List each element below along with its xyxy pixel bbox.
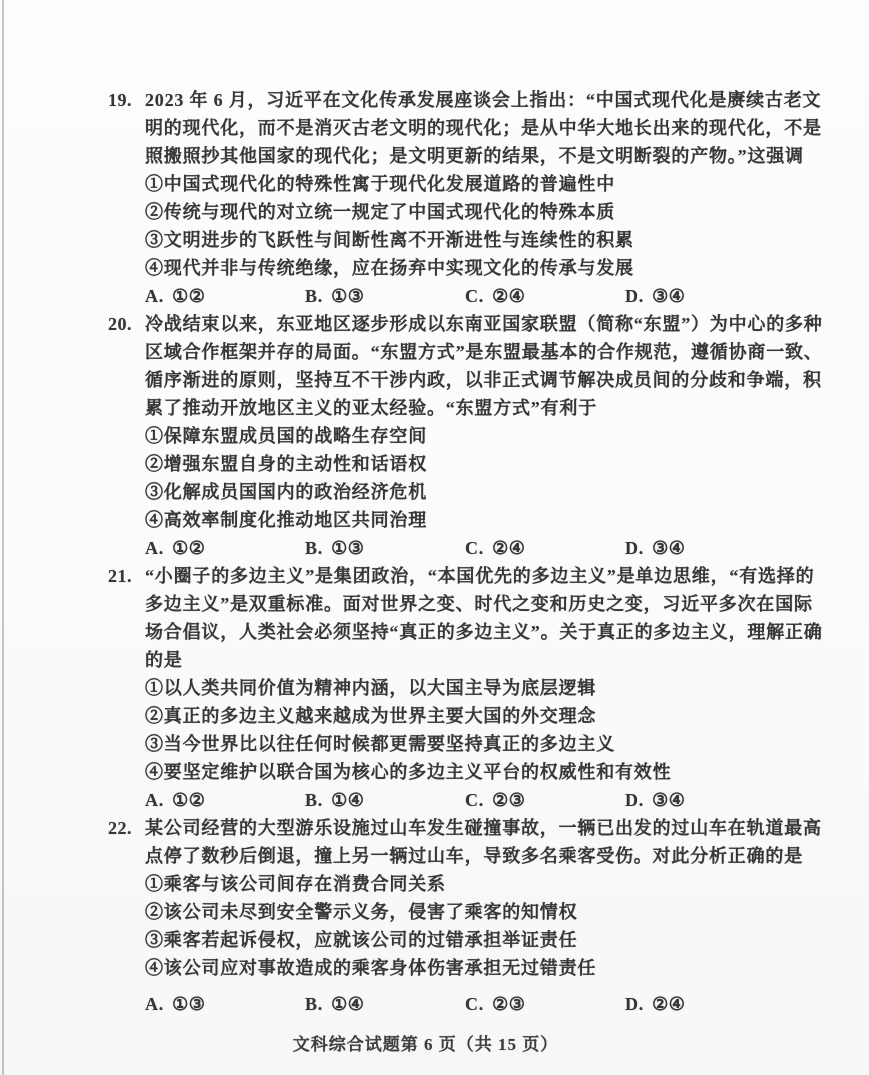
choice-item: ①中国式现代化的特殊性寓于现代化发展道路的普遍性中 xyxy=(145,174,615,194)
choice-item: ②真正的多边主义越来越成为世界主要大国的外交理念 xyxy=(145,706,597,726)
option-label: B. xyxy=(305,994,324,1014)
stem-line: 照搬照抄其他国家的现代化；是文明更新的结果，不是文明断裂的产物。”这强调 xyxy=(145,146,804,166)
stem-line: 多边主义”是双重标准。面对世界之变、时代之变和历史之变，习近平多次在国际 xyxy=(145,594,813,614)
option-value: ②④ xyxy=(492,286,526,306)
option-label: A. xyxy=(145,538,165,558)
choice-item: ②传统与现代的对立统一规定了中国式现代化的特殊本质 xyxy=(145,202,615,222)
stem-line: 点停了数秒后倒退，撞上另一辆过山车，导致多名乘客受伤。对此分析正确的是 xyxy=(145,846,803,866)
stem-line: 循序渐进的原则，坚持互不干涉内政，以非正式调节解决成员间的分歧和争端，积 xyxy=(145,370,822,390)
option-label: B. xyxy=(305,538,324,558)
option-value: ②④ xyxy=(652,994,686,1014)
option-value: ③④ xyxy=(652,538,686,558)
option-label: B. xyxy=(305,286,324,306)
choice-item: ②增强东盟自身的主动性和话语权 xyxy=(145,454,427,474)
choice-item: ①乘客与该公司间存在消费合同关系 xyxy=(145,874,446,894)
answer-options-row xyxy=(145,282,780,310)
option-c xyxy=(465,282,625,310)
choice-item: ③当今世界比以往任何时候都更需要坚持真正的多边主义 xyxy=(145,734,615,754)
option-a xyxy=(145,786,305,814)
option-label: C. xyxy=(465,790,485,810)
choice-item: ①保障东盟成员国的战略生存空间 xyxy=(145,426,427,446)
option-b xyxy=(305,282,465,310)
option-c xyxy=(465,786,625,814)
answer-options-row xyxy=(145,990,780,1018)
choice-item: ④现代并非与传统绝缘，应在扬弃中实现文化的传承与发展 xyxy=(145,258,634,278)
option-value: ①② xyxy=(172,286,206,306)
question-number: 20. xyxy=(108,314,132,334)
stem-line: “小圈子的多边主义”是集团政治，“本国优先的多边主义”是单边思维，“有选择的 xyxy=(145,566,815,586)
scan-edge-line xyxy=(2,0,4,1075)
choice-item: ③文明进步的飞跃性与间断性离不开渐进性与连续性的积累 xyxy=(145,230,634,250)
option-value: ②③ xyxy=(492,790,526,810)
option-a xyxy=(145,282,305,310)
question-22 xyxy=(108,814,822,1018)
option-c xyxy=(465,534,625,562)
option-b xyxy=(305,786,465,814)
question-21 xyxy=(108,562,823,814)
choice-item: ④该公司应对事故造成的乘客身体伤害承担无过错责任 xyxy=(145,958,597,978)
stem-line: 明的现代化，而不是消灭古老文明的现代化；是从中华大地长出来的现代化，不是 xyxy=(145,118,822,138)
stem-line: 2023 年 6 月，习近平在文化传承发展座谈会上指出：“中国式现代化是赓续古老文 xyxy=(145,90,822,110)
question-number: 21. xyxy=(108,566,132,586)
page-footer: 文科综合试题第 6 页（共 15 页） xyxy=(292,1035,559,1054)
option-value: ②④ xyxy=(492,538,526,558)
option-a xyxy=(145,990,305,1018)
exam-page-content xyxy=(108,86,823,1058)
option-label: D. xyxy=(625,286,645,306)
question-number: 22. xyxy=(108,818,132,838)
option-value: ②③ xyxy=(492,994,526,1014)
option-value: ③④ xyxy=(652,286,686,306)
stem-line: 区域合作框架并存的局面。“东盟方式”是东盟最基本的合作规范，遵循协商一致、 xyxy=(145,342,823,362)
option-label: C. xyxy=(465,286,485,306)
question-20 xyxy=(108,310,823,562)
choice-item: ①以人类共同价值为精神内涵，以大国主导为底层逻辑 xyxy=(145,678,597,698)
option-a xyxy=(145,534,305,562)
option-value: ①④ xyxy=(331,994,365,1014)
option-label: A. xyxy=(145,790,165,810)
option-label: A. xyxy=(145,286,165,306)
option-d xyxy=(625,282,685,310)
option-label: B. xyxy=(305,790,324,810)
option-d xyxy=(625,786,685,814)
choice-item: ②该公司未尽到安全警示义务，侵害了乘客的知情权 xyxy=(145,902,578,922)
answer-options-row xyxy=(145,534,780,562)
question-number: 19. xyxy=(108,90,132,110)
option-label: D. xyxy=(625,790,645,810)
stem-line: 冷战结束以来，东亚地区逐步形成以东南亚国家联盟（简称“东盟”）为中心的多种 xyxy=(145,314,823,334)
option-label: D. xyxy=(625,538,645,558)
option-value: ①④ xyxy=(331,790,365,810)
option-value: ①② xyxy=(172,538,206,558)
choice-item: ③乘客若起诉侵权，应就该公司的过错承担举证责任 xyxy=(145,930,578,950)
question-19 xyxy=(108,86,822,310)
stem-line: 某公司经营的大型游乐设施过山车发生碰撞事故，一辆已出发的过山车在轨道最高 xyxy=(145,818,822,838)
option-label: C. xyxy=(465,994,485,1014)
option-value: ①② xyxy=(172,790,206,810)
choice-item: ④高效率制度化推动地区共同治理 xyxy=(145,510,427,530)
choice-item: ④要坚定维护以联合国为核心的多边主义平台的权威性和有效性 xyxy=(145,762,672,782)
option-d xyxy=(625,990,685,1018)
option-label: D. xyxy=(625,994,645,1014)
answer-options-row xyxy=(145,786,780,814)
option-b xyxy=(305,990,465,1018)
choice-item: ③化解成员国国内的政治经济危机 xyxy=(145,482,427,502)
stem-line: 累了推动开放地区主义的亚太经验。“东盟方式”有利于 xyxy=(145,398,597,418)
stem-line: 的是 xyxy=(145,650,183,670)
option-label: A. xyxy=(145,994,165,1014)
option-b xyxy=(305,534,465,562)
option-value: ①③ xyxy=(331,538,365,558)
option-value: ①③ xyxy=(172,994,206,1014)
option-value: ①③ xyxy=(331,286,365,306)
stem-line: 场合倡议，人类社会必须坚持“真正的多边主义”。关于真正的多边主义，理解正确 xyxy=(145,622,823,642)
option-d xyxy=(625,534,685,562)
option-c xyxy=(465,990,625,1018)
option-label: C. xyxy=(465,538,485,558)
option-value: ③④ xyxy=(652,790,686,810)
